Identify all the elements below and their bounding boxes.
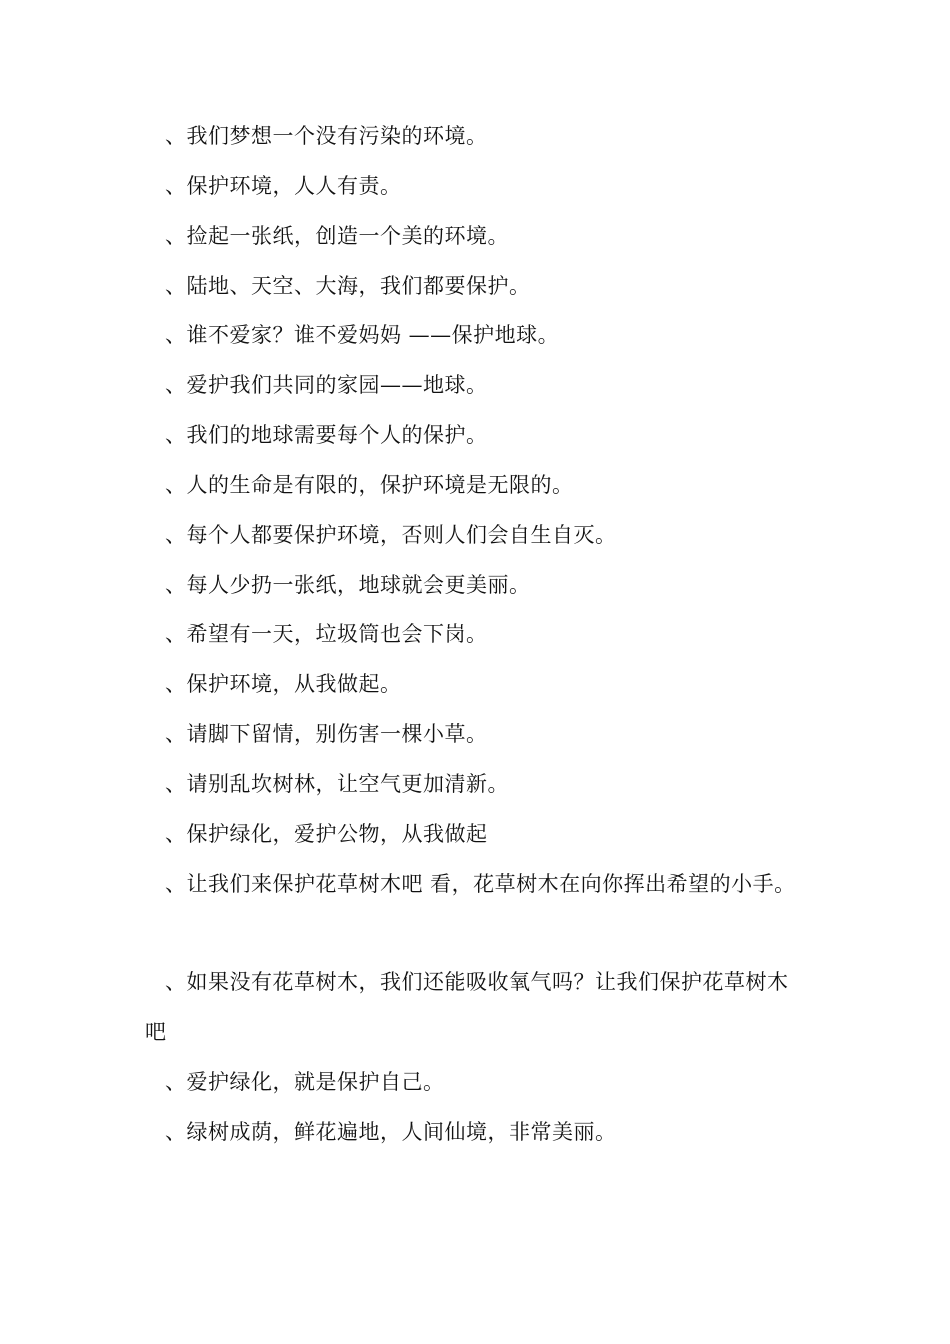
slogan-line-6: 、爱护我们共同的家园——地球。 [165, 373, 488, 397]
slogan-line-19: 、绿树成荫，鲜花遍地，人间仙境，非常美丽。 [165, 1120, 617, 1144]
slogan-line-7: 、我们的地球需要每个人的保护。 [165, 423, 488, 447]
slogan-line-17: 、如果没有花草树木，我们还能吸收氧气吗？让我们保护花草树木 [165, 970, 789, 994]
slogan-line-17-continued: 吧 [145, 1020, 167, 1044]
slogan-line-18: 、爱护绿化，就是保护自己。 [165, 1070, 445, 1094]
slogan-line-11: 、希望有一天，垃圾筒也会下岗。 [165, 622, 488, 646]
slogan-line-12: 、保护环境，从我做起。 [165, 672, 402, 696]
slogan-line-1: 、我们梦想一个没有污染的环境。 [165, 124, 488, 148]
slogan-line-3: 、捡起一张纸，创造一个美的环境。 [165, 224, 509, 248]
slogan-line-14: 、请别乱坎树林，让空气更加清新。 [165, 772, 509, 796]
slogan-line-2: 、保护环境，人人有责。 [165, 174, 402, 198]
slogan-line-15: 、保护绿化，爱护公物，从我做起 [165, 822, 488, 846]
slogan-line-4: 、陆地、天空、大海，我们都要保护。 [165, 274, 531, 298]
slogan-line-5: 、谁不爱家？谁不爱妈妈 ——保护地球。 [165, 323, 560, 347]
slogan-line-16: 、让我们来保护花草树木吧 看，花草树木在向你挥出希望的小手。 [165, 872, 796, 896]
slogan-line-9: 、每个人都要保护环境，否则人们会自生自灭。 [165, 523, 617, 547]
slogan-line-10: 、每人少扔一张纸，地球就会更美丽。 [165, 573, 531, 597]
slogan-line-13: 、请脚下留情，别伤害一棵小草。 [165, 722, 488, 746]
slogan-line-8: 、人的生命是有限的，保护环境是无限的。 [165, 473, 574, 497]
